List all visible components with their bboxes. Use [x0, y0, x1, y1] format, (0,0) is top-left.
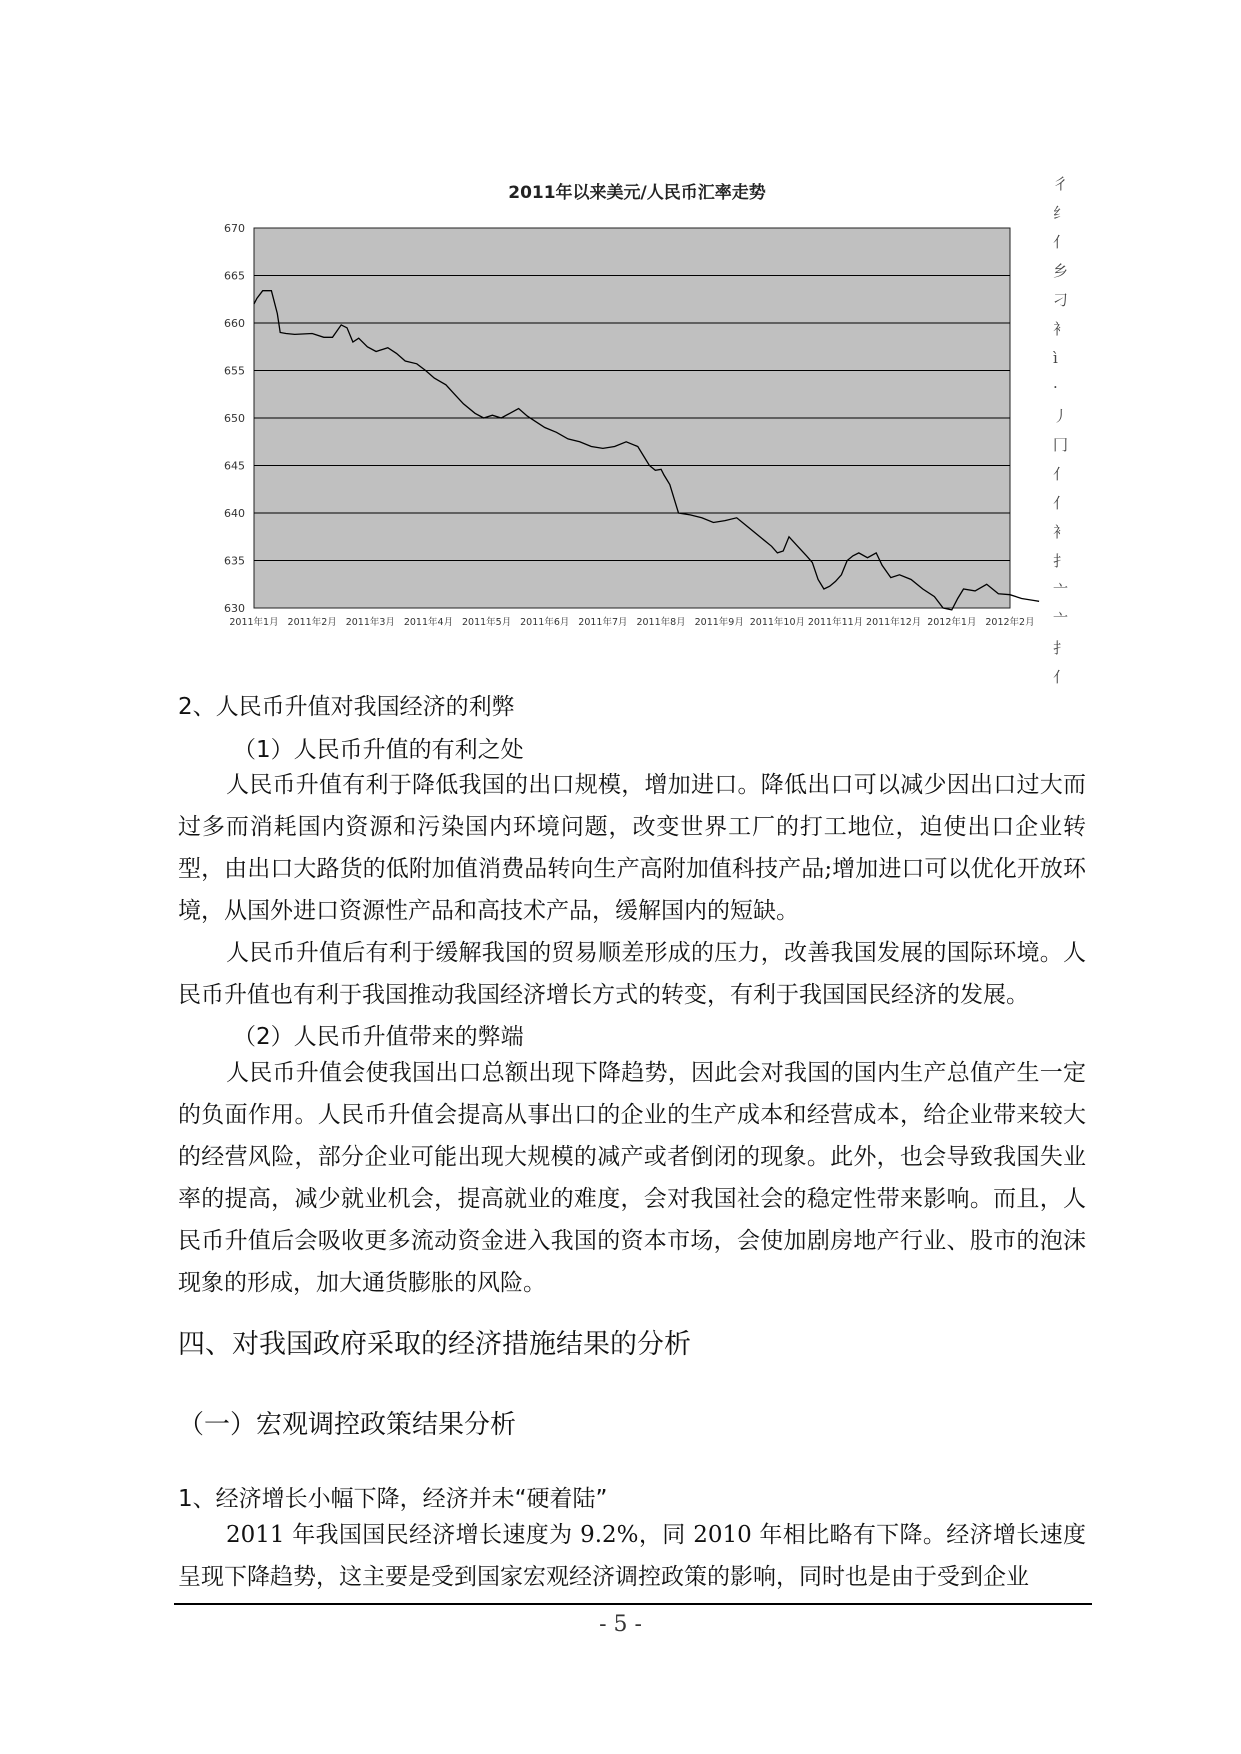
paragraph-advantages-1: 人民币升值有利于降低我国的出口规模，增加进口。降低出口可以减少因出口过大而过多而消耗国内资源和污染国内环境问题，改变世界工厂的打工地位，迫使出口企业转型，由出口大路货的低附加值消费品转向生产高附加值科技产品;增加进口可以优化开放环境，从国外进口资源性产品和高技术产品，缓解国内的短缺。: [178, 772, 1086, 924]
side-fragment-char: ì: [1053, 349, 1058, 367]
item-heading-growth: 1、经济增长小幅下降，经济并未“硬着陆”: [178, 1486, 608, 1512]
side-fragment-char: 亻: [1053, 465, 1069, 483]
side-fragment-char: 亻: [1053, 668, 1069, 686]
side-fragment-char: 乡: [1053, 262, 1069, 280]
x-tick-label: 2011年10月: [749, 617, 806, 628]
paragraph-advantages-2: 人民币升值后有利于缓解我国的贸易顺差形成的压力，改善我国发展的国际环境。人民币升值也有利于我国推动我国经济增长方式的转变，有利于我国国民经济的发展。: [178, 940, 1086, 1008]
side-fragment-char: 纟: [1053, 204, 1069, 222]
x-tick-label: 2011年11月: [807, 617, 864, 628]
side-fragment-char: 亻: [1053, 494, 1069, 512]
side-fragment-char: ·: [1053, 378, 1058, 396]
x-tick-label: 2012年2月: [985, 617, 1035, 628]
side-fragment-char: 刁: [1053, 291, 1069, 309]
y-tick-label: 660: [224, 317, 245, 330]
paragraph-disadvantages: 人民币升值会使我国出口总额出现下降趋势，因此会对我国的国内生产总值产生一定的负面作用。人民币升值会提高从事出口的企业的生产成本和经营成本，给企业带来较大的经营风险，部分企业可能出现大规模的减产或者倒闭的现象。此外，也会导致我国失业率的提高，减少就业机会，提高就业的难度，会对我国社会的稳定性带来影响。而且，人民币升值后会吸收更多流动资金进入我国的资本市场，会使加剧房地产行业、股市的泡沫现象的形成，加大通货膨胀的风险。: [178, 1060, 1086, 1296]
paragraph-growth: 2011 年我国国民经济增长速度为 9.2%，同 2010 年相比略有下降。经济增长速度呈现下降趋势，这主要是受到国家宏观经济调控政策的影响，同时也是由于受到企业: [178, 1522, 1086, 1590]
side-fragment-char: 衤: [1053, 523, 1069, 541]
side-text-fragment: [1053, 170, 1069, 686]
x-tick-label: 2012年1月: [927, 617, 977, 628]
side-fragment-char: 衤: [1053, 320, 1069, 338]
side-fragment-char: 亠: [1053, 610, 1069, 628]
y-tick-label: 665: [224, 269, 245, 283]
side-fragment-char: 冂: [1053, 436, 1069, 454]
y-tick-label: 645: [224, 459, 245, 473]
subheading-macro-policy: （一）宏观调控政策结果分析: [178, 1410, 517, 1440]
section-heading-4: 四、对我国政府采取的经济措施结果的分析: [178, 1329, 691, 1360]
subheading-disadvantages: （2）人民币升值带来的弊端: [233, 1024, 524, 1050]
side-fragment-char: 扌: [1053, 552, 1069, 570]
x-tick-label: 2011年8月: [636, 617, 686, 628]
side-fragment-char: 丿: [1053, 407, 1069, 425]
chart-svg: [222, 168, 1052, 638]
x-tick-label: 2011年7月: [578, 617, 628, 628]
subheading-advantages: （1）人民币升值的有利之处: [233, 737, 524, 763]
side-fragment-char: 彳: [1053, 175, 1069, 193]
x-tick-label: 2011年12月: [866, 617, 922, 628]
page-number: - 5 -: [599, 1612, 642, 1637]
x-tick-label: 2011年3月: [345, 617, 395, 628]
side-fragment-char: 亻: [1053, 233, 1069, 251]
y-tick-label: 640: [224, 507, 245, 520]
x-tick-label: 2011年2月: [287, 617, 337, 628]
exchange-rate-chart: [222, 168, 1052, 638]
x-tick-label: 2011年4月: [403, 617, 454, 628]
x-tick-label: 2011年5月: [461, 617, 512, 628]
y-tick-label: 650: [224, 412, 245, 425]
y-tick-label: 655: [224, 364, 245, 378]
x-tick-label: 2011年6月: [520, 617, 570, 628]
side-fragment-char: 亠: [1053, 581, 1069, 599]
footer-rule: [174, 1603, 1092, 1605]
y-tick-label: 630: [224, 602, 245, 615]
y-tick-label: 635: [224, 554, 245, 568]
side-fragment-char: 扌: [1053, 639, 1069, 657]
chart-title: 2011年以来美元/人民币汇率走势: [508, 183, 766, 203]
x-tick-label: 2011年9月: [694, 617, 744, 628]
x-tick-label: 2011年1月: [229, 617, 279, 628]
y-tick-label: 670: [224, 222, 245, 235]
section-heading-2: 2、人民币升值对我国经济的利弊: [178, 694, 515, 720]
